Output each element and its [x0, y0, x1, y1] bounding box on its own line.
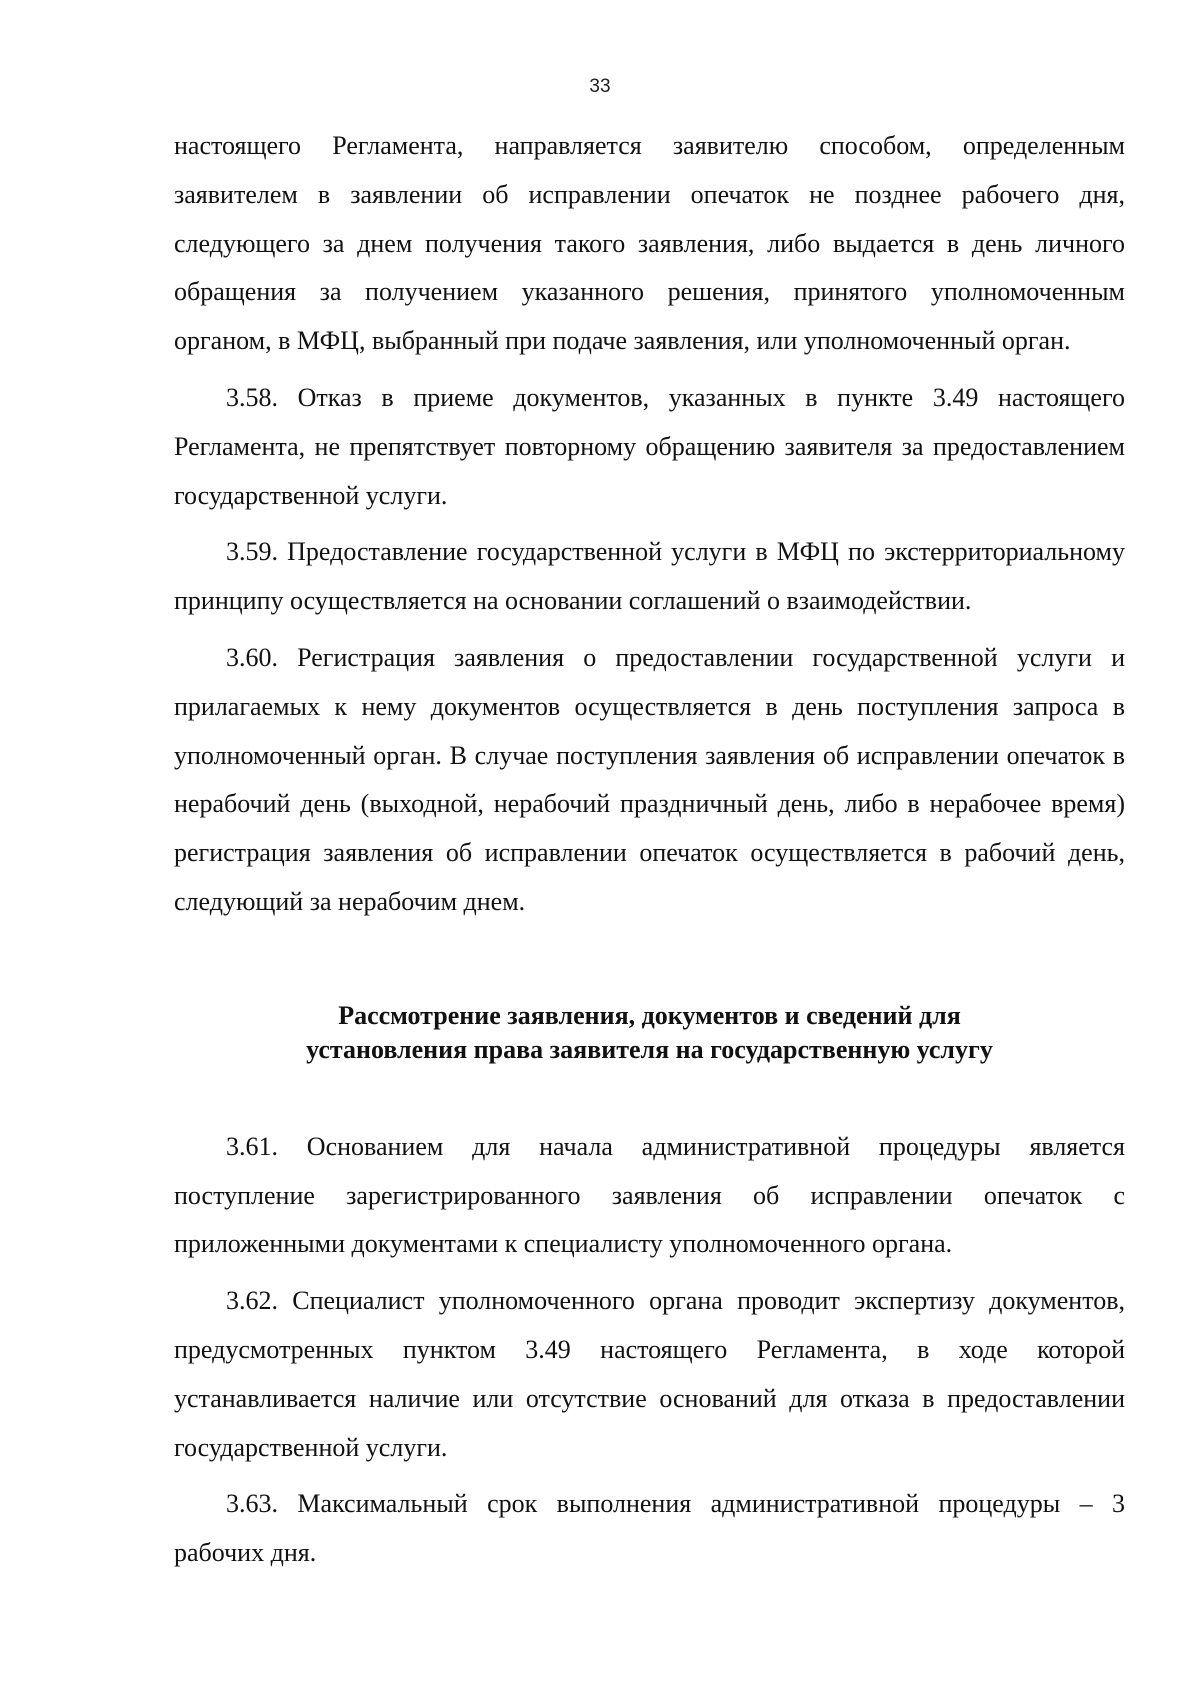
page-number: 33 [589, 76, 611, 97]
paragraph-continuation: настоящего Регламента, направляется заявителю способом, определенным заявителем в заявлении об исправлении опечаток не позднее рабочего дня, следующего за днем получения такого заявления, либо выдается в день личного обращения за получением указанного решения, принятого уполномоченным органом, в МФЦ, выбранный при подаче заявления, или уполномоченный орган. [174, 131, 1125, 356]
paragraph-3-61: 3.61. Основанием для начала административной процедуры является поступление зарегистрированного заявления об исправлении опечаток с приложенными документами к специалисту уполномоченного органа. [174, 1131, 1125, 1259]
section-heading-line-2: установления права заявителя на государственную услугу [306, 1034, 993, 1064]
paragraph-3-63: 3.63. Максимальный срок выполнения административной процедуры – 3 рабочих дня. [174, 1489, 1125, 1568]
paragraph-3-60: 3.60. Регистрация заявления о предоставлении государственной услуги и прилагаемых к нему документов осуществляется в день поступления запроса в уполномоченный орган. В случае поступления заявления об исправлении опечаток в нерабочий день (выходной, нерабочий праздничный день, либо в нерабочее время) регистрация заявления об исправлении опечаток осуществляется в рабочий день, следующий за нерабочим днем. [174, 642, 1125, 916]
section-heading-line-1: Рассмотрение заявления, документов и сведений для [338, 1000, 961, 1030]
paragraph-3-62: 3.62. Специалист уполномоченного органа проводит экспертизу документов, предусмотренных пунктом 3.49 настоящего Регламента, в ходе которой устанавливается наличие или отсутствие оснований для отказа в предоставлении государственной услуги. [174, 1286, 1125, 1462]
paragraph-3-58: 3.58. Отказ в приеме документов, указанных в пункте 3.49 настоящего Регламента, не препятствует повторному обращению заявителя за предоставлением государственной услуги. [174, 382, 1125, 510]
page-content [174, 122, 1125, 1586]
paragraph-3-59: 3.59. Предоставление государственной услуги в МФЦ по экстерриториальному принципу осуществляется на основании соглашений о взаимодействии. [174, 537, 1125, 616]
section-heading [174, 999, 1125, 1067]
